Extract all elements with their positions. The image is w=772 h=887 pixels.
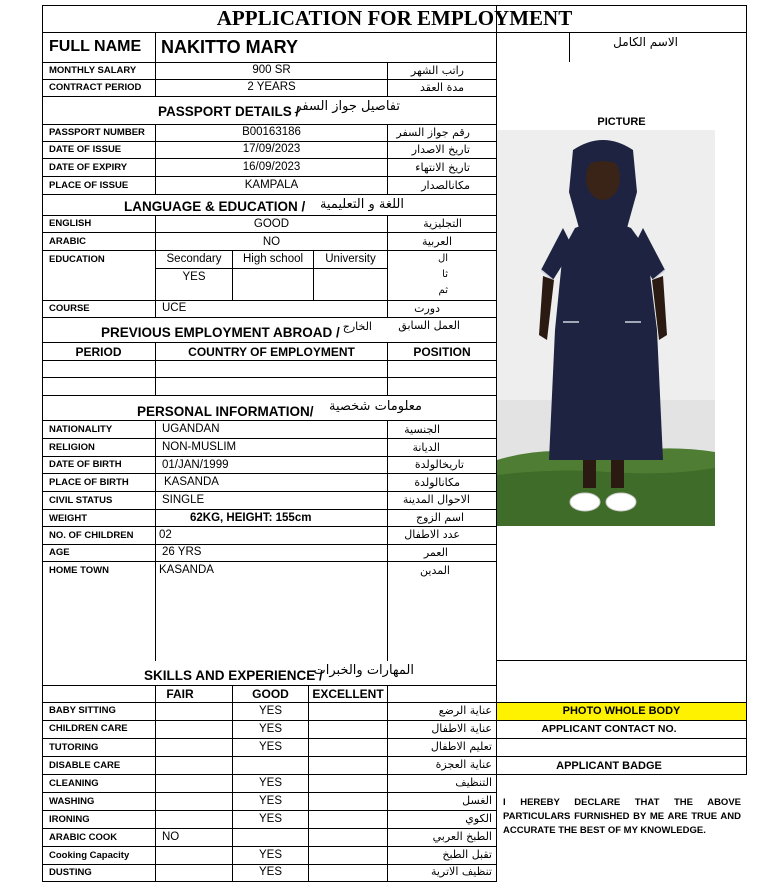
skill-good-children-care: YES	[258, 723, 282, 735]
education-label: EDUCATION	[49, 254, 105, 265]
skill-label-arabic-cook: ARABIC COOK	[49, 832, 118, 843]
skill-label-ar-tutoring: تعليم الاطفال	[430, 740, 492, 753]
full-name-value: NAKITTO MARY	[161, 37, 298, 57]
education-label-ar-2: ثا	[442, 269, 448, 280]
nationality-value: UGANDAN	[162, 423, 220, 435]
form-title: APPLICATION FOR EMPLOYMENT	[216, 6, 573, 30]
english-value: GOOD	[253, 218, 290, 230]
contract-period-label: CONTRACT PERIOD	[49, 82, 142, 93]
skills-col-excellent: EXCELLENT	[312, 687, 384, 701]
skill-label-ironing: IRONING	[49, 814, 90, 825]
skill-label-ar-cleaning: التنظيف	[455, 776, 492, 789]
nationality-label-ar: الجنسية	[404, 423, 440, 436]
full-name-label-ar: الاسم الكامل	[613, 35, 678, 49]
english-label: ENGLISH	[49, 218, 92, 229]
education-col-secondary: Secondary	[166, 253, 222, 265]
age-label-ar: العمر	[423, 546, 448, 559]
passport-heading-ar: تفاصيل جواز السفر	[295, 99, 400, 114]
skill-label-tutoring: TUTORING	[49, 742, 99, 753]
arabic-value: NO	[262, 236, 281, 248]
skill-label-disable-care: DISABLE CARE	[49, 760, 121, 771]
monthly-salary-label: MONTHLY SALARY	[49, 65, 137, 76]
skills-heading-ar: المهارات والخبرات	[313, 663, 414, 678]
skill-good-washing: YES	[258, 795, 282, 807]
date-of-expiry-value: 16/09/2023	[242, 161, 301, 173]
skill-label-ar-disable-care: عناية العجزة	[435, 758, 492, 771]
skills-heading: SKILLS AND EXPERIENCE /	[144, 668, 323, 683]
skill-label-ar-dusting: تنظيف الاترية	[430, 865, 492, 878]
children-label: NO. OF CHILDREN	[49, 530, 134, 541]
applicant-badge-label: APPLICANT BADGE	[556, 760, 662, 772]
religion-value: NON-MUSLIM	[162, 441, 237, 453]
date-of-expiry-label-ar: تاريخ الانتهاء	[415, 161, 470, 174]
children-label-ar: عدد الاطفال	[404, 528, 460, 541]
prev-col-period: PERIOD	[75, 345, 122, 359]
civil-status-value: SINGLE	[162, 494, 205, 506]
previous-employment-heading: PREVIOUS EMPLOYMENT ABROAD /	[101, 325, 340, 340]
skill-label-baby-sitting: BABY SITTING	[49, 705, 116, 716]
date-of-birth-label-ar: تاريخالولدة	[414, 458, 464, 471]
skills-col-fair: FAIR	[166, 687, 194, 701]
education-label-ar-3: ثم	[438, 285, 448, 296]
skill-label-ar-arabic-cook: الطبخ العربي	[432, 830, 492, 843]
previous-employment-heading-ar-2: العمل السابق	[398, 319, 460, 332]
place-of-birth-label: PLACE OF BIRTH	[49, 477, 129, 488]
education-label-ar-1: ال	[437, 253, 448, 264]
education-col-high-school: High school	[242, 253, 304, 265]
date-of-issue-label: DATE OF ISSUE	[49, 144, 122, 155]
children-value: 02	[159, 529, 172, 541]
course-value: UCE	[162, 302, 187, 314]
skills-col-good: GOOD	[252, 687, 289, 701]
place-of-issue-label-ar: مكانالصدار	[421, 179, 470, 192]
declaration-text: I HEREBY DECLARE THAT THE ABOVE PARTICULARS FURNISHED BY ME ARE TRUE AND ACCURATE THE BEST OF MY KNOWLEDGE.	[503, 797, 741, 836]
personal-heading-ar: معلومات شخصية	[329, 399, 422, 414]
skill-good-ironing: YES	[258, 813, 282, 825]
skill-fair-arabic-cook: NO	[162, 831, 180, 843]
home-town-label-ar: المدين	[420, 564, 450, 577]
previous-employment-heading-ar-1: الخارج	[342, 320, 372, 333]
place-of-birth-value: KASANDA	[164, 476, 219, 488]
skill-label-ar-ironing: الكوي	[465, 812, 492, 825]
prev-col-position: POSITION	[413, 345, 471, 359]
date-of-birth-label: DATE OF BIRTH	[49, 459, 122, 470]
skill-label-ar-washing: الغسل	[462, 794, 492, 807]
skill-label-ar-cooking-capacity: تقبل الطبخ	[442, 848, 492, 861]
photo-whole-body-label: PHOTO WHOLE BODY	[562, 705, 681, 717]
skill-label-dusting: DUSTING	[49, 867, 92, 878]
arabic-label: ARABIC	[49, 236, 86, 247]
monthly-salary-value: 900 SR	[252, 64, 291, 76]
passport-heading: PASSPORT DETAILS /	[158, 104, 300, 119]
skill-good-dusting: YES	[258, 866, 282, 878]
civil-status-label-ar: الاحوال المدينة	[402, 493, 470, 506]
passport-number-value: B00163186	[242, 126, 301, 138]
contract-period-value: 2 YEARS	[247, 81, 296, 93]
skill-good-cooking-capacity: YES	[258, 849, 282, 861]
language-heading: LANGUAGE & EDUCATION /	[124, 199, 306, 214]
education-col-university: University	[325, 253, 376, 265]
applicant-photo	[497, 130, 715, 526]
skill-label-cleaning: CLEANING	[49, 778, 99, 789]
religion-label: RELIGION	[49, 442, 95, 453]
course-label: COURSE	[49, 303, 90, 314]
date-of-issue-label-ar: تاريخ الاصدار	[411, 143, 470, 156]
home-town-label: HOME TOWN	[49, 565, 109, 576]
skill-good-cleaning: YES	[258, 777, 282, 789]
monthly-salary-label-ar: راتب الشهر	[410, 64, 464, 77]
skill-label-ar-children-care: عناية الاطفال	[431, 722, 492, 735]
language-heading-ar: اللغة و التعليمية	[319, 197, 404, 212]
weight-label-ar: اسم الزوج	[416, 511, 464, 524]
civil-status-label: CIVIL STATUS	[49, 495, 113, 506]
right-bottom-border	[496, 660, 747, 661]
place-of-issue-value: KAMPALA	[244, 179, 299, 191]
home-town-value: KASANDA	[159, 564, 214, 576]
weight-value: 62KG, HEIGHT: 155cm	[190, 512, 312, 524]
arabic-label-ar: العربية	[421, 235, 452, 248]
education-value-secondary: YES	[182, 271, 206, 283]
applicant-contact-label: APPLICANT CONTACT NO.	[541, 723, 677, 735]
prev-col-country: COUNTRY OF EMPLOYMENT	[188, 345, 355, 359]
person-photo-illustration	[497, 130, 715, 526]
contract-period-label-ar: مدة العقد	[420, 81, 464, 94]
course-label-ar: دورت	[414, 302, 440, 315]
passport-number-label: PASSPORT NUMBER	[49, 127, 145, 138]
picture-label: PICTURE	[597, 116, 646, 128]
nationality-label: NATIONALITY	[49, 424, 113, 435]
skill-label-ar-baby-sitting: عناية الرضع	[438, 704, 492, 717]
date-of-expiry-label: DATE OF EXPIRY	[49, 162, 128, 173]
full-name-label: FULL NAME	[49, 38, 142, 55]
weight-label: WEIGHT	[49, 513, 87, 524]
age-label: AGE	[49, 547, 70, 558]
religion-label-ar: الديانة	[412, 441, 440, 454]
place-of-issue-label: PLACE OF ISSUE	[49, 180, 129, 191]
date-of-issue-value: 17/09/2023	[242, 143, 301, 155]
skill-label-children-care: CHILDREN CARE	[49, 723, 128, 734]
skill-label-cooking-capacity: Cooking Capacity	[49, 850, 130, 861]
skill-good-tutoring: YES	[258, 741, 282, 753]
age-value: 26 YRS	[162, 546, 202, 558]
english-label-ar: التجليزية	[423, 217, 462, 230]
passport-number-label-ar: رقم جواز السفر	[396, 126, 470, 139]
skill-good-baby-sitting: YES	[258, 705, 282, 717]
personal-heading: PERSONAL INFORMATION/	[137, 404, 314, 419]
skill-label-washing: WASHING	[49, 796, 95, 807]
date-of-birth-value: 01/JAN/1999	[162, 459, 229, 471]
place-of-birth-label-ar: مكانالولدة	[414, 476, 460, 489]
